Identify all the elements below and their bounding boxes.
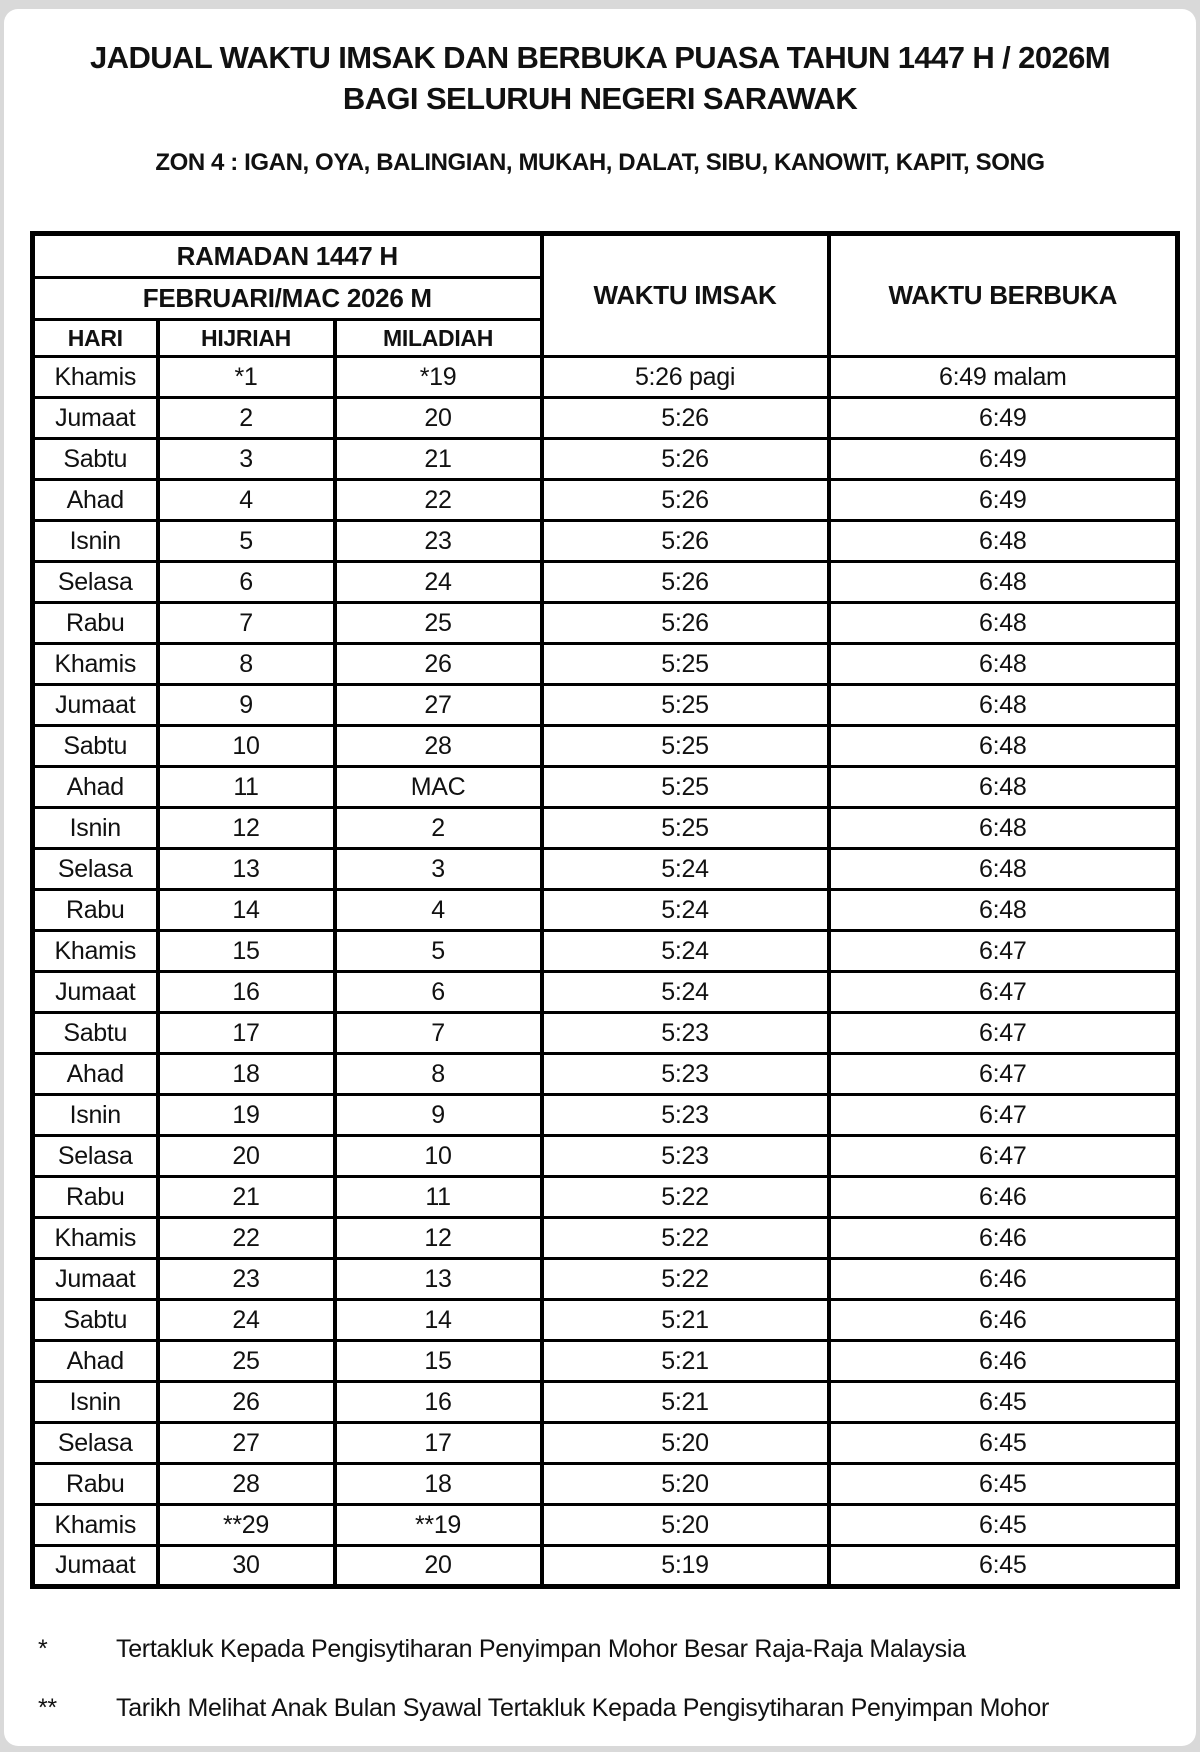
table-row [33, 1505, 1178, 1546]
footnote-2 [38, 1692, 1196, 1725]
header-waktu-imsak: WAKTU IMSAK [542, 234, 829, 357]
cell-berbuka: 6:45 [829, 1382, 1178, 1423]
cell-berbuka: 6:45 [829, 1546, 1178, 1587]
cell-hijriah: 30 [158, 1546, 335, 1587]
cell-imsak: 5:23 [542, 1054, 829, 1095]
cell-berbuka: 6:48 [829, 890, 1178, 931]
cell-hijriah: 11 [158, 767, 335, 808]
table-row [33, 726, 1178, 767]
table-row [33, 562, 1178, 603]
table-row [33, 1218, 1178, 1259]
cell-imsak: 5:20 [542, 1505, 829, 1546]
cell-hari: Khamis [33, 1218, 158, 1259]
cell-berbuka: 6:45 [829, 1505, 1178, 1546]
cell-miladiah: 17 [335, 1423, 542, 1464]
table-row [33, 521, 1178, 562]
table-row [33, 1095, 1178, 1136]
cell-miladiah: 24 [335, 562, 542, 603]
cell-miladiah: 12 [335, 1218, 542, 1259]
header-hari: HARI [33, 320, 158, 357]
cell-hijriah: 15 [158, 931, 335, 972]
table-row [33, 398, 1178, 439]
cell-miladiah: 27 [335, 685, 542, 726]
cell-miladiah: 14 [335, 1300, 542, 1341]
cell-miladiah: 23 [335, 521, 542, 562]
cell-berbuka: 6:48 [829, 767, 1178, 808]
cell-imsak: 5:23 [542, 1095, 829, 1136]
cell-berbuka: 6:46 [829, 1218, 1178, 1259]
cell-imsak: 5:21 [542, 1300, 829, 1341]
cell-berbuka: 6:48 [829, 849, 1178, 890]
cell-miladiah: 16 [335, 1382, 542, 1423]
cell-hari: Khamis [33, 931, 158, 972]
cell-miladiah: 4 [335, 890, 542, 931]
cell-hijriah: 23 [158, 1259, 335, 1300]
footnote-2-marker: ** [38, 1694, 57, 1722]
cell-miladiah: 20 [335, 1546, 542, 1587]
cell-berbuka: 6:49 malam [829, 357, 1178, 398]
schedule-table [30, 231, 1180, 1589]
cell-imsak: 5:25 [542, 726, 829, 767]
table-row [33, 849, 1178, 890]
footnote-1-marker: * [38, 1635, 48, 1663]
table-row [33, 767, 1178, 808]
cell-berbuka: 6:46 [829, 1177, 1178, 1218]
cell-imsak: 5:26 [542, 439, 829, 480]
cell-imsak: 5:22 [542, 1177, 829, 1218]
cell-miladiah: 7 [335, 1013, 542, 1054]
table-row [33, 1177, 1178, 1218]
cell-imsak: 5:24 [542, 972, 829, 1013]
cell-berbuka: 6:49 [829, 439, 1178, 480]
table-row [33, 357, 1178, 398]
cell-hari: Khamis [33, 1505, 158, 1546]
cell-imsak: 5:26 [542, 603, 829, 644]
cell-hijriah: 6 [158, 562, 335, 603]
table-row [33, 1013, 1178, 1054]
cell-berbuka: 6:46 [829, 1341, 1178, 1382]
cell-berbuka: 6:47 [829, 972, 1178, 1013]
cell-imsak: 5:22 [542, 1259, 829, 1300]
cell-hijriah: 13 [158, 849, 335, 890]
cell-imsak: 5:24 [542, 890, 829, 931]
header-ramadan: RAMADAN 1447 H [33, 234, 542, 278]
table-row [33, 1341, 1178, 1382]
cell-berbuka: 6:48 [829, 562, 1178, 603]
cell-miladiah: *19 [335, 357, 542, 398]
table-row [33, 439, 1178, 480]
cell-miladiah: 8 [335, 1054, 542, 1095]
cell-hijriah: 24 [158, 1300, 335, 1341]
cell-hari: Ahad [33, 767, 158, 808]
cell-hari: Khamis [33, 357, 158, 398]
cell-hijriah: 28 [158, 1464, 335, 1505]
cell-hari: Jumaat [33, 1259, 158, 1300]
cell-berbuka: 6:48 [829, 685, 1178, 726]
cell-hijriah: 12 [158, 808, 335, 849]
cell-hari: Jumaat [33, 972, 158, 1013]
table-row [33, 1259, 1178, 1300]
cell-hijriah: 22 [158, 1218, 335, 1259]
cell-miladiah: 13 [335, 1259, 542, 1300]
cell-hijriah: 25 [158, 1341, 335, 1382]
cell-imsak: 5:24 [542, 931, 829, 972]
header-row-ramadan [33, 234, 1178, 278]
cell-berbuka: 6:46 [829, 1259, 1178, 1300]
cell-miladiah: 2 [335, 808, 542, 849]
cell-imsak: 5:23 [542, 1136, 829, 1177]
cell-imsak: 5:19 [542, 1546, 829, 1587]
cell-miladiah: 20 [335, 398, 542, 439]
table-row [33, 890, 1178, 931]
cell-hari: Rabu [33, 890, 158, 931]
cell-miladiah: 21 [335, 439, 542, 480]
cell-imsak: 5:25 [542, 644, 829, 685]
cell-berbuka: 6:49 [829, 398, 1178, 439]
cell-hari: Isnin [33, 808, 158, 849]
table-row [33, 931, 1178, 972]
cell-hari: Rabu [33, 1464, 158, 1505]
table-row [33, 644, 1178, 685]
header-hijriah: HIJRIAH [158, 320, 335, 357]
table-row [33, 1300, 1178, 1341]
table-row [33, 1423, 1178, 1464]
cell-miladiah: **19 [335, 1505, 542, 1546]
cell-hari: Isnin [33, 1382, 158, 1423]
table-row [33, 808, 1178, 849]
cell-hijriah: **29 [158, 1505, 335, 1546]
cell-imsak: 5:20 [542, 1423, 829, 1464]
cell-berbuka: 6:48 [829, 521, 1178, 562]
cell-hari: Jumaat [33, 1546, 158, 1587]
cell-hijriah: 7 [158, 603, 335, 644]
cell-hijriah: 9 [158, 685, 335, 726]
cell-hari: Khamis [33, 644, 158, 685]
table-row [33, 1382, 1178, 1423]
cell-hari: Ahad [33, 1054, 158, 1095]
cell-imsak: 5:24 [542, 849, 829, 890]
page-title-line1: JADUAL WAKTU IMSAK DAN BERBUKA PUASA TAHUN 1447 H / 2026M [90, 40, 1110, 75]
cell-hijriah: 26 [158, 1382, 335, 1423]
cell-miladiah: 28 [335, 726, 542, 767]
cell-berbuka: 6:48 [829, 808, 1178, 849]
cell-hijriah: *1 [158, 357, 335, 398]
cell-hari: Sabtu [33, 726, 158, 767]
cell-miladiah: 26 [335, 644, 542, 685]
cell-imsak: 5:20 [542, 1464, 829, 1505]
cell-imsak: 5:25 [542, 685, 829, 726]
cell-hijriah: 18 [158, 1054, 335, 1095]
table-row [33, 603, 1178, 644]
cell-hari: Selasa [33, 849, 158, 890]
cell-hari: Isnin [33, 521, 158, 562]
cell-hijriah: 8 [158, 644, 335, 685]
cell-hari: Selasa [33, 562, 158, 603]
cell-imsak: 5:25 [542, 767, 829, 808]
header-miladiah: MILADIAH [335, 320, 542, 357]
cell-hijriah: 27 [158, 1423, 335, 1464]
cell-hijriah: 2 [158, 398, 335, 439]
cell-imsak: 5:22 [542, 1218, 829, 1259]
cell-hari: Jumaat [33, 398, 158, 439]
cell-hari: Sabtu [33, 1300, 158, 1341]
cell-berbuka: 6:48 [829, 644, 1178, 685]
table-row [33, 972, 1178, 1013]
page [4, 9, 1196, 1746]
cell-berbuka: 6:45 [829, 1464, 1178, 1505]
cell-imsak: 5:23 [542, 1013, 829, 1054]
cell-miladiah: 3 [335, 849, 542, 890]
cell-berbuka: 6:49 [829, 480, 1178, 521]
cell-hijriah: 17 [158, 1013, 335, 1054]
cell-hari: Isnin [33, 1095, 158, 1136]
cell-imsak: 5:25 [542, 808, 829, 849]
table-row [33, 1054, 1178, 1095]
cell-hari: Selasa [33, 1423, 158, 1464]
cell-miladiah: 25 [335, 603, 542, 644]
cell-hari: Ahad [33, 480, 158, 521]
cell-miladiah: 6 [335, 972, 542, 1013]
cell-berbuka: 6:47 [829, 931, 1178, 972]
cell-hijriah: 10 [158, 726, 335, 767]
table-row [33, 1546, 1178, 1587]
cell-imsak: 5:26 [542, 521, 829, 562]
footnote-1-text: Tertakluk Kepada Pengisytiharan Penyimpan Mohor Besar Raja-Raja Malaysia [116, 1635, 966, 1663]
cell-berbuka: 6:47 [829, 1054, 1178, 1095]
table-row [33, 480, 1178, 521]
cell-miladiah: 10 [335, 1136, 542, 1177]
header-gregorian: FEBRUARI/MAC 2026 M [33, 278, 542, 320]
cell-imsak: 5:26 pagi [542, 357, 829, 398]
header-waktu-berbuka: WAKTU BERBUKA [829, 234, 1178, 357]
cell-miladiah: 18 [335, 1464, 542, 1505]
cell-hari: Sabtu [33, 1013, 158, 1054]
page-title-line2: BAGI SELURUH NEGERI SARAWAK [342, 81, 858, 116]
cell-miladiah: 22 [335, 480, 542, 521]
cell-miladiah: 15 [335, 1341, 542, 1382]
cell-berbuka: 6:48 [829, 603, 1178, 644]
cell-berbuka: 6:45 [829, 1423, 1178, 1464]
cell-hijriah: 21 [158, 1177, 335, 1218]
table-row [33, 685, 1178, 726]
cell-hari: Sabtu [33, 439, 158, 480]
zone-subtitle: ZON 4 : IGAN, OYA, BALINGIAN, MUKAH, DALAT, SIBU, KANOWIT, KAPIT, SONG [155, 149, 1045, 176]
cell-hari: Rabu [33, 1177, 158, 1218]
cell-berbuka: 6:47 [829, 1095, 1178, 1136]
cell-miladiah: 11 [335, 1177, 542, 1218]
footnote-1 [38, 1633, 1196, 1666]
cell-imsak: 5:26 [542, 398, 829, 439]
cell-hari: Selasa [33, 1136, 158, 1177]
footnote-2-text: Tarikh Melihat Anak Bulan Syawal Tertakluk Kepada Pengisytiharan Penyimpan Mohor [116, 1694, 1050, 1722]
cell-imsak: 5:26 [542, 480, 829, 521]
cell-miladiah: MAC [335, 767, 542, 808]
cell-miladiah: 9 [335, 1095, 542, 1136]
cell-hijriah: 19 [158, 1095, 335, 1136]
cell-hijriah: 20 [158, 1136, 335, 1177]
cell-imsak: 5:26 [542, 562, 829, 603]
cell-imsak: 5:21 [542, 1341, 829, 1382]
cell-miladiah: 5 [335, 931, 542, 972]
page-title [4, 37, 1196, 119]
table-row [33, 1464, 1178, 1505]
cell-hari: Ahad [33, 1341, 158, 1382]
cell-berbuka: 6:48 [829, 726, 1178, 767]
schedule-rows [33, 234, 1178, 1587]
cell-hijriah: 5 [158, 521, 335, 562]
cell-hijriah: 16 [158, 972, 335, 1013]
cell-hari: Jumaat [33, 685, 158, 726]
cell-berbuka: 6:47 [829, 1136, 1178, 1177]
cell-hari: Rabu [33, 603, 158, 644]
cell-berbuka: 6:47 [829, 1013, 1178, 1054]
cell-imsak: 5:21 [542, 1382, 829, 1423]
cell-berbuka: 6:46 [829, 1300, 1178, 1341]
cell-hijriah: 3 [158, 439, 335, 480]
cell-hijriah: 14 [158, 890, 335, 931]
table-row [33, 1136, 1178, 1177]
cell-hijriah: 4 [158, 480, 335, 521]
